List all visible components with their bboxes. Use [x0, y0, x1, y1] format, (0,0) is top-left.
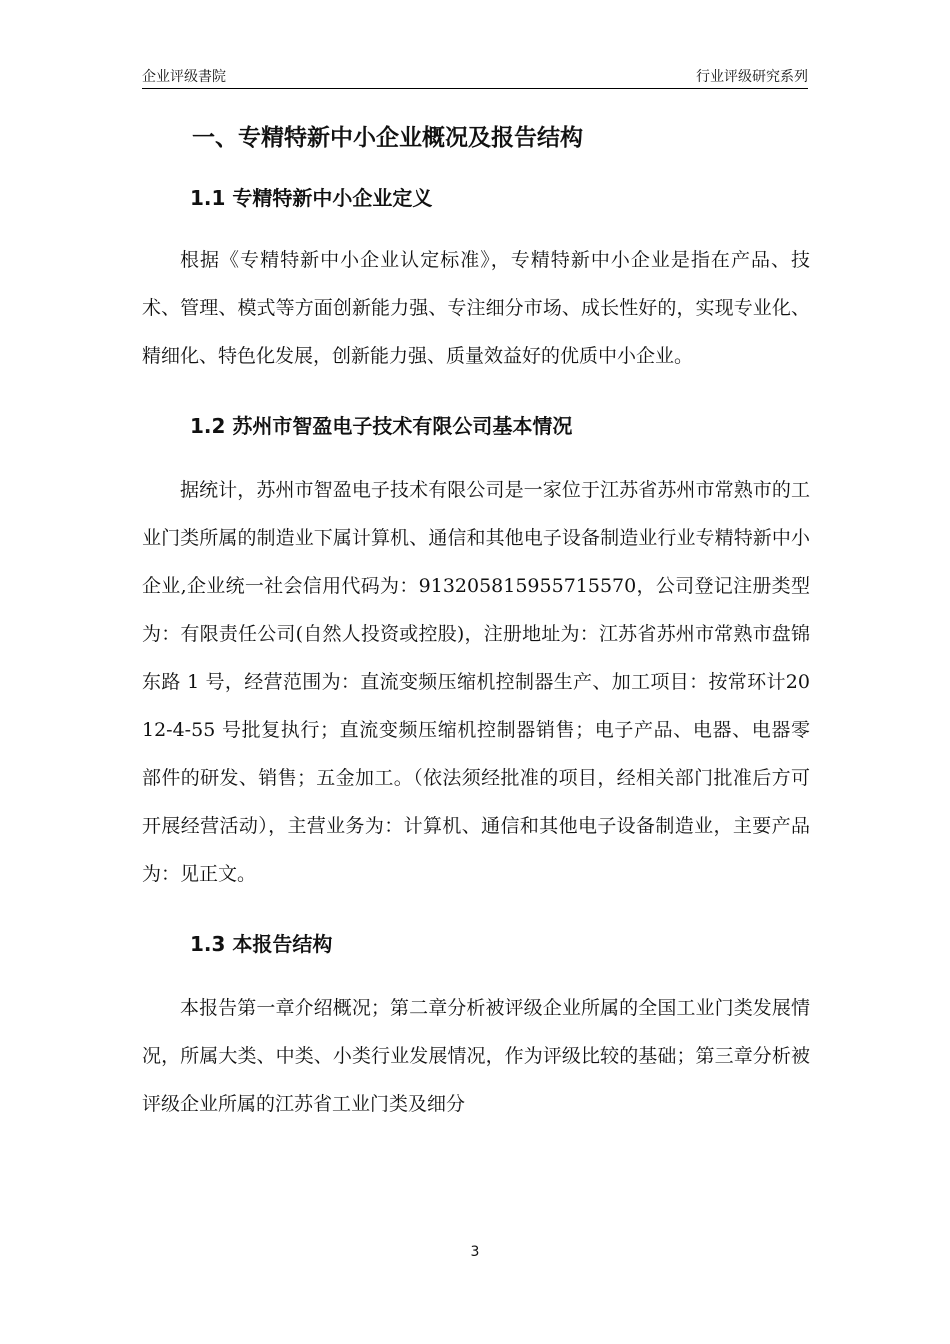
chapter-title: 一、专精特新中小企业概况及报告结构: [192, 125, 583, 151]
header-right-title: 行业评级研究系列: [696, 69, 808, 85]
section-heading-1-2: 1.2 苏州市智盈电子技术有限公司基本情况: [190, 414, 573, 438]
header-left-title: 企业评级書院: [142, 69, 226, 85]
section-body-1-1: 根据《专精特新中小企业认定标准》，专精特新中小企业是指在产品、技术、管理、模式等方面创新能力强、专注细分市场、成长性好的，实现专业化、精细化、特色化发展，创新能力强、质量效益好的优质中小企业。: [142, 249, 810, 367]
section-body-1-2: 据统计，苏州市智盈电子技术有限公司是一家位于江苏省苏州市常熟市的工业门类所属的制造业下属计算机、通信和其他电子设备制造业行业专精特新中小企业,企业统一社会信用代码为：913205815955715570，公司登记注册类型为：有限责任公司(自然人投资或控股)，注册地址为：江苏省苏州市常熟市盘锦东路 1 号，经营范围为：直流变频压缩机控制器生产、加工项目：按常环计2012-4-55 号批复执行；直流变频压缩机控制器销售；电子产品、电器、电器零部件的研发、销售；五金加工。（依法须经批准的项目，经相关部门批准后方可开展经营活动），主营业务为：计算机、通信和其他电子设备制造业，主要产品为：见正文。: [142, 479, 810, 885]
page-header: [142, 66, 808, 88]
page-content: [142, 118, 810, 1128]
section-heading-1-3: 1.3 本报告结构: [190, 932, 333, 956]
section-body-1-3: 本报告第一章介绍概况；第二章分析被评级企业所属的全国工业门类发展情况，所属大类、中类、小类行业发展情况，作为评级比较的基础；第三章分析被评级企业所属的江苏省工业门类及细分: [142, 997, 810, 1115]
section-heading-1-1: 1.1 专精特新中小企业定义: [190, 186, 433, 210]
header-divider: [142, 88, 808, 89]
page-number: 3: [470, 1244, 480, 1260]
